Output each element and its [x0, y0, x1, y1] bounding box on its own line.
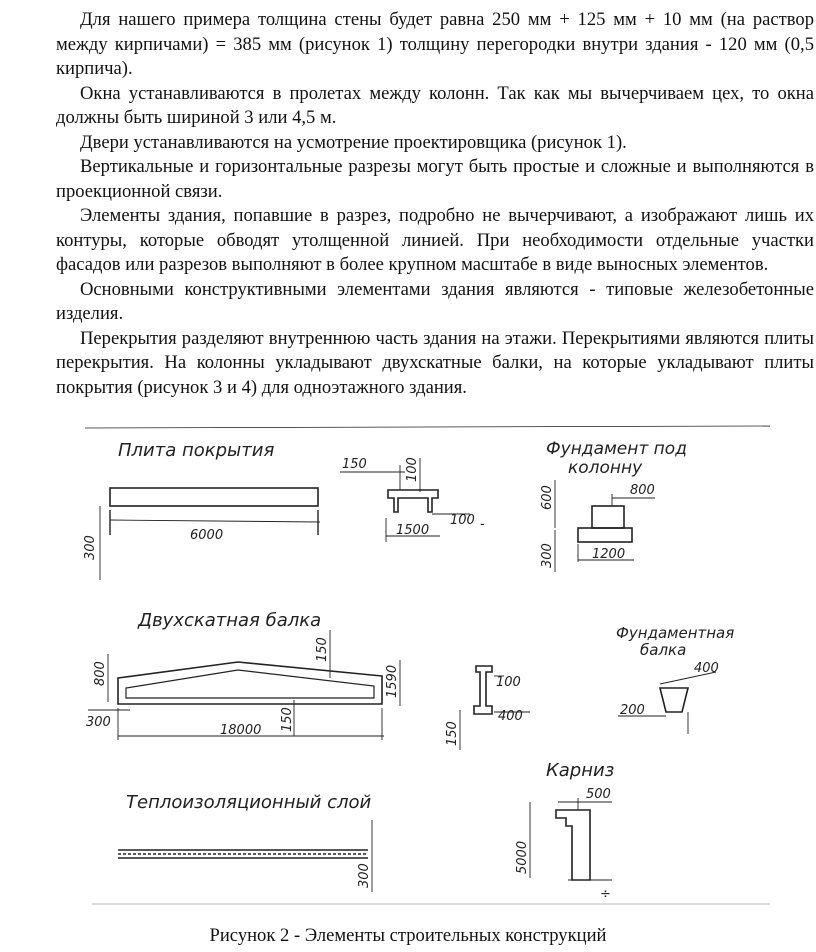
svg-text:-: -	[480, 517, 485, 532]
beam-section-flange-label: 150	[445, 721, 460, 746]
top-rule	[85, 426, 770, 428]
beam-bottom-label: 150	[280, 707, 295, 732]
paragraph: Двери устанавливаются на усмотрение проектировщика (рисунок 1).	[80, 131, 627, 153]
slab-thickness-label: 300	[83, 535, 98, 560]
figure-caption: Рисунок 2 - Элементы строительных конструкций	[209, 925, 607, 946]
beam-ridge-height-label: 1590	[385, 664, 400, 698]
insulation-label: Теплоизоляционный слой	[126, 792, 372, 813]
footing-top-block	[592, 506, 624, 528]
beam-inner-outline	[126, 670, 374, 698]
footing-base-height-label: 300	[540, 543, 555, 568]
paragraph: Основными конструктивными элементами здания являются - типовые железобетонные изделия.	[56, 278, 814, 324]
column-footing-drawing	[540, 439, 687, 572]
slab-section-top-label: 150	[342, 457, 367, 472]
paragraph: Окна устанавливаются в пролетах между колонн. Так как мы вычерчиваем цех, то окна должны быть шириной 3 или 4,5 м.	[56, 82, 814, 128]
body-text	[56, 8, 814, 400]
column-footing-label-2: колонну	[568, 458, 643, 478]
beam-section	[474, 666, 492, 714]
slab-label: Плита покрытия	[118, 440, 275, 461]
slab-section	[388, 490, 438, 512]
cornice-section	[556, 810, 590, 880]
footing-base-width-label: 1200	[592, 547, 626, 562]
foundation-beam-label-1: Фундаментная	[616, 624, 735, 642]
slab-drawing	[83, 440, 485, 580]
paragraph: Вертикальные и горизонтальные разрезы могут быть простые и сложные и выполняются в проекционной связи.	[56, 156, 814, 202]
cornice-height-label: 5000	[515, 840, 530, 874]
footing-top-width-label: 800	[630, 483, 655, 498]
beam-flange-label: 150	[315, 637, 330, 662]
footing-base-block	[578, 528, 632, 542]
footing-top-height-label: 600	[540, 485, 555, 510]
construction-elements-figure	[0, 410, 816, 920]
cornice-drawing	[515, 760, 614, 902]
foundation-beam-bottom-label: 200	[620, 703, 645, 718]
insulation-drawing	[118, 792, 372, 892]
slab-section-width-label: 1500	[396, 523, 430, 538]
slab-section-height-label: 100	[405, 457, 420, 482]
beam-end-height-label: 800	[93, 661, 108, 686]
beam-support-label: 300	[86, 715, 111, 730]
foundation-beam-drawing	[616, 624, 734, 734]
beam-label: Двухскатная балка	[138, 610, 322, 631]
paragraph: Перекрытия разделяют внутреннюю часть здания на этажи. Перекрытиями являются плиты перекрытия. На колонны укладывают двухскатные балки, на которые укладывают плиты покрытия (рисунок 3 и 4) для одноэтажного здания.	[56, 327, 814, 398]
beam-section-top-label: 100	[496, 675, 521, 690]
paragraph: Для нашего примера толщина стены будет равна 250 мм + 125 мм + 10 мм (на раствор между кирпичами) = 385 мм (рисунок 1) толщину перегородки внутри здания - 120 мм (0,5 кирпича).	[56, 9, 814, 79]
paragraph: Элементы здания, попавшие в разрез, подробно не вычерчивают, а изображают лишь их контуры, которые обводят утолщенной линией. При необходимости отдельные участки фасадов или разрезов выполняют в более крупном масштабе в виде выносных элементов.	[56, 205, 814, 275]
gable-beam-drawing	[86, 610, 530, 750]
cornice-label: Карниз	[546, 760, 615, 781]
slab-outline	[110, 488, 318, 506]
column-footing-label-1: Фундамент под	[546, 439, 687, 459]
cornice-width-label: 500	[586, 787, 611, 802]
foundation-beam-label-2: балка	[640, 641, 687, 659]
svg-text:÷: ÷	[600, 887, 611, 902]
slab-length-label: 6000	[190, 528, 224, 543]
slab-section-rib-label: 100	[450, 513, 475, 528]
foundation-beam-top-label: 400	[694, 661, 719, 676]
slab-length-dim	[110, 520, 320, 522]
beam-span-label: 18000	[220, 723, 262, 738]
insulation-thickness-label: 300	[357, 863, 372, 888]
beam-section-bottom-label: 400	[498, 709, 523, 724]
foundation-beam-section	[660, 688, 688, 712]
